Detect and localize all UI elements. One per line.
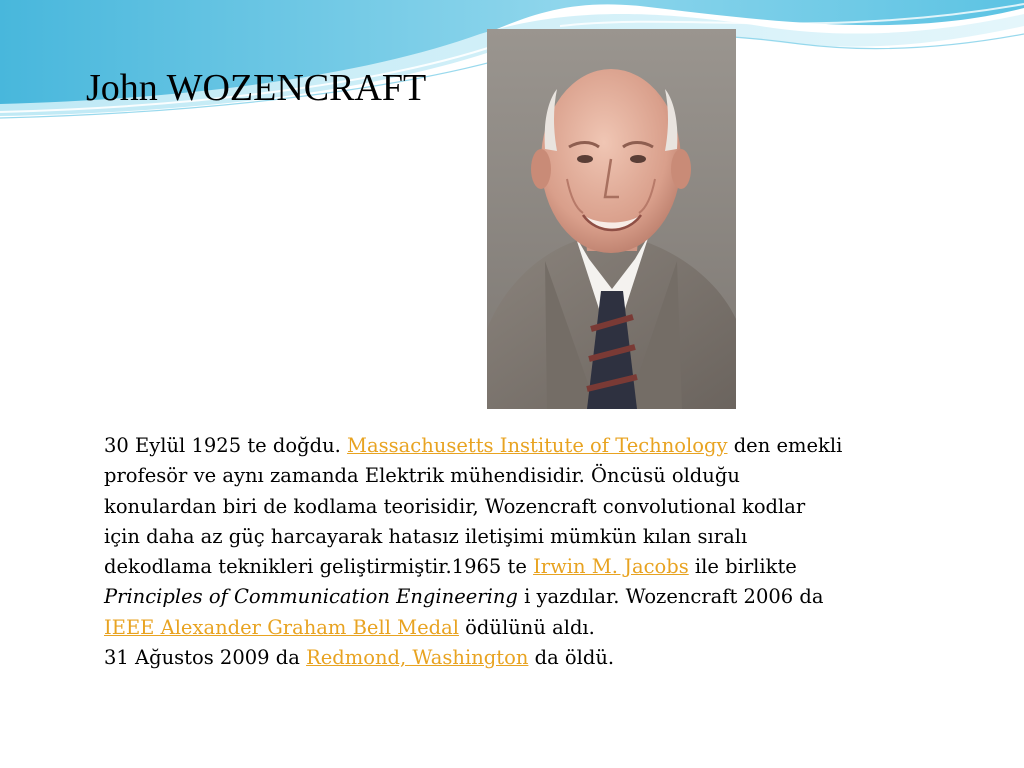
text-line-2: profesör ve aynı zamanda Elektrik mühendisidir. Öncüsü olduğu	[104, 464, 740, 488]
text-segment: dekodlama teknikleri geliştirmiştir.1965 te	[104, 555, 534, 579]
text-line-6	[104, 582, 916, 612]
text-line-4: için daha az güç harcayarak hatasız iletişimi mümkün kılan sıralı	[104, 524, 748, 548]
text-line-8	[104, 643, 916, 673]
biography-paragraph	[104, 431, 916, 673]
page-title: John WOZENCRAFT	[86, 67, 427, 109]
death-text: 31 Ağustos 2009 da	[104, 646, 307, 670]
link-irwin-jacobs[interactable]: Irwin M. Jacobs	[533, 555, 689, 579]
portrait-illustration	[487, 29, 736, 409]
book-title: Principles of Communication Engineering	[104, 585, 518, 609]
birth-text: 30 Eylül 1925 te doğdu.	[104, 434, 348, 457]
link-redmond-washington[interactable]: Redmond, Washington	[306, 646, 529, 670]
portrait-photo	[487, 29, 736, 409]
text-line-5	[104, 552, 916, 582]
link-ieee-medal[interactable]: IEEE Alexander Graham Bell Medal	[104, 615, 459, 639]
text-segment: ile birlikte	[688, 555, 797, 579]
text-segment: ödülünü aldı.	[458, 615, 595, 639]
text-line-1	[104, 431, 916, 461]
link-mit[interactable]: Massachusetts Institute of Technology	[347, 434, 728, 457]
text-line-3: konulardan biri de kodlama teorisidir, Wozencraft convolutional kodlar	[104, 494, 806, 518]
text-segment: den emekli	[727, 434, 843, 457]
text-line-7	[104, 613, 916, 643]
text-segment: i yazdılar. Wozencraft 2006 da	[517, 585, 824, 609]
text-segment: da öldü.	[528, 646, 615, 670]
